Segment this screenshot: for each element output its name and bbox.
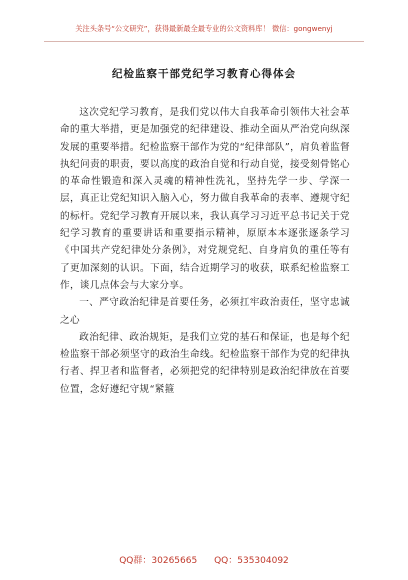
footer-qq-group: QQ群：30265665 xyxy=(119,556,198,566)
section-heading-1: 一、严守政治纪律是首要任务，必须扛牢政治责任，坚守忠诚之心 xyxy=(60,297,350,326)
page-footer xyxy=(0,553,408,566)
header-divider xyxy=(44,41,364,42)
header-notice-text: 关注头条号“公文研究”，获得最新最全最专业的公文资料库！ xyxy=(75,24,270,33)
document-body xyxy=(60,104,350,398)
footer-qq: QQ：535304092 xyxy=(214,556,289,566)
paragraph-intro: 这次党纪学习教育，是我们党以伟大自我革命引领伟大社会革命的重大举措，更是加强党的纪律建设、推动全面从严治党向纵深发展的重要举措。纪检监察干部作为党的“纪律部队”，肩负着监督执纪问责的职责，要以高度的政治自觉和行动自觉，接受刻骨铭心的革命性锻造和深入灵魂的精神性洗礼，坚持先学一步、学深一层，真正让党纪知识入脑入心，努力做自我革命的表率、遵规守纪的标杆。党纪学习教育开展以来，我认真学习习近平总书记关于党纪学习教育的重要讲话和重要指示精神，原原本本逐张逐条学习《中国共产党纪律处分条例》，对党规党纪、自身肩负的重任等有了更加深刻的认识。下面，结合近期学习的收获，联系纪检监察工作，谈几点体会与大家分享。 xyxy=(60,107,350,291)
header-wechat-id: 微信：gongwenyj xyxy=(271,24,333,33)
page-header-notice xyxy=(0,24,408,34)
paragraph-section-1: 政治纪律、政治规矩，是我们立党的基石和保证，也是每个纪检监察干部必须坚守的政治生命线。纪检监察干部作为党的纪律执行者、捍卫者和监督者，必须把党的纪律特别是政治纪律放在首要位置，念好遵纪守规“紧箍 xyxy=(60,331,350,395)
document-title: 纪检监察干部党纪学习教育心得体会 xyxy=(112,68,296,80)
